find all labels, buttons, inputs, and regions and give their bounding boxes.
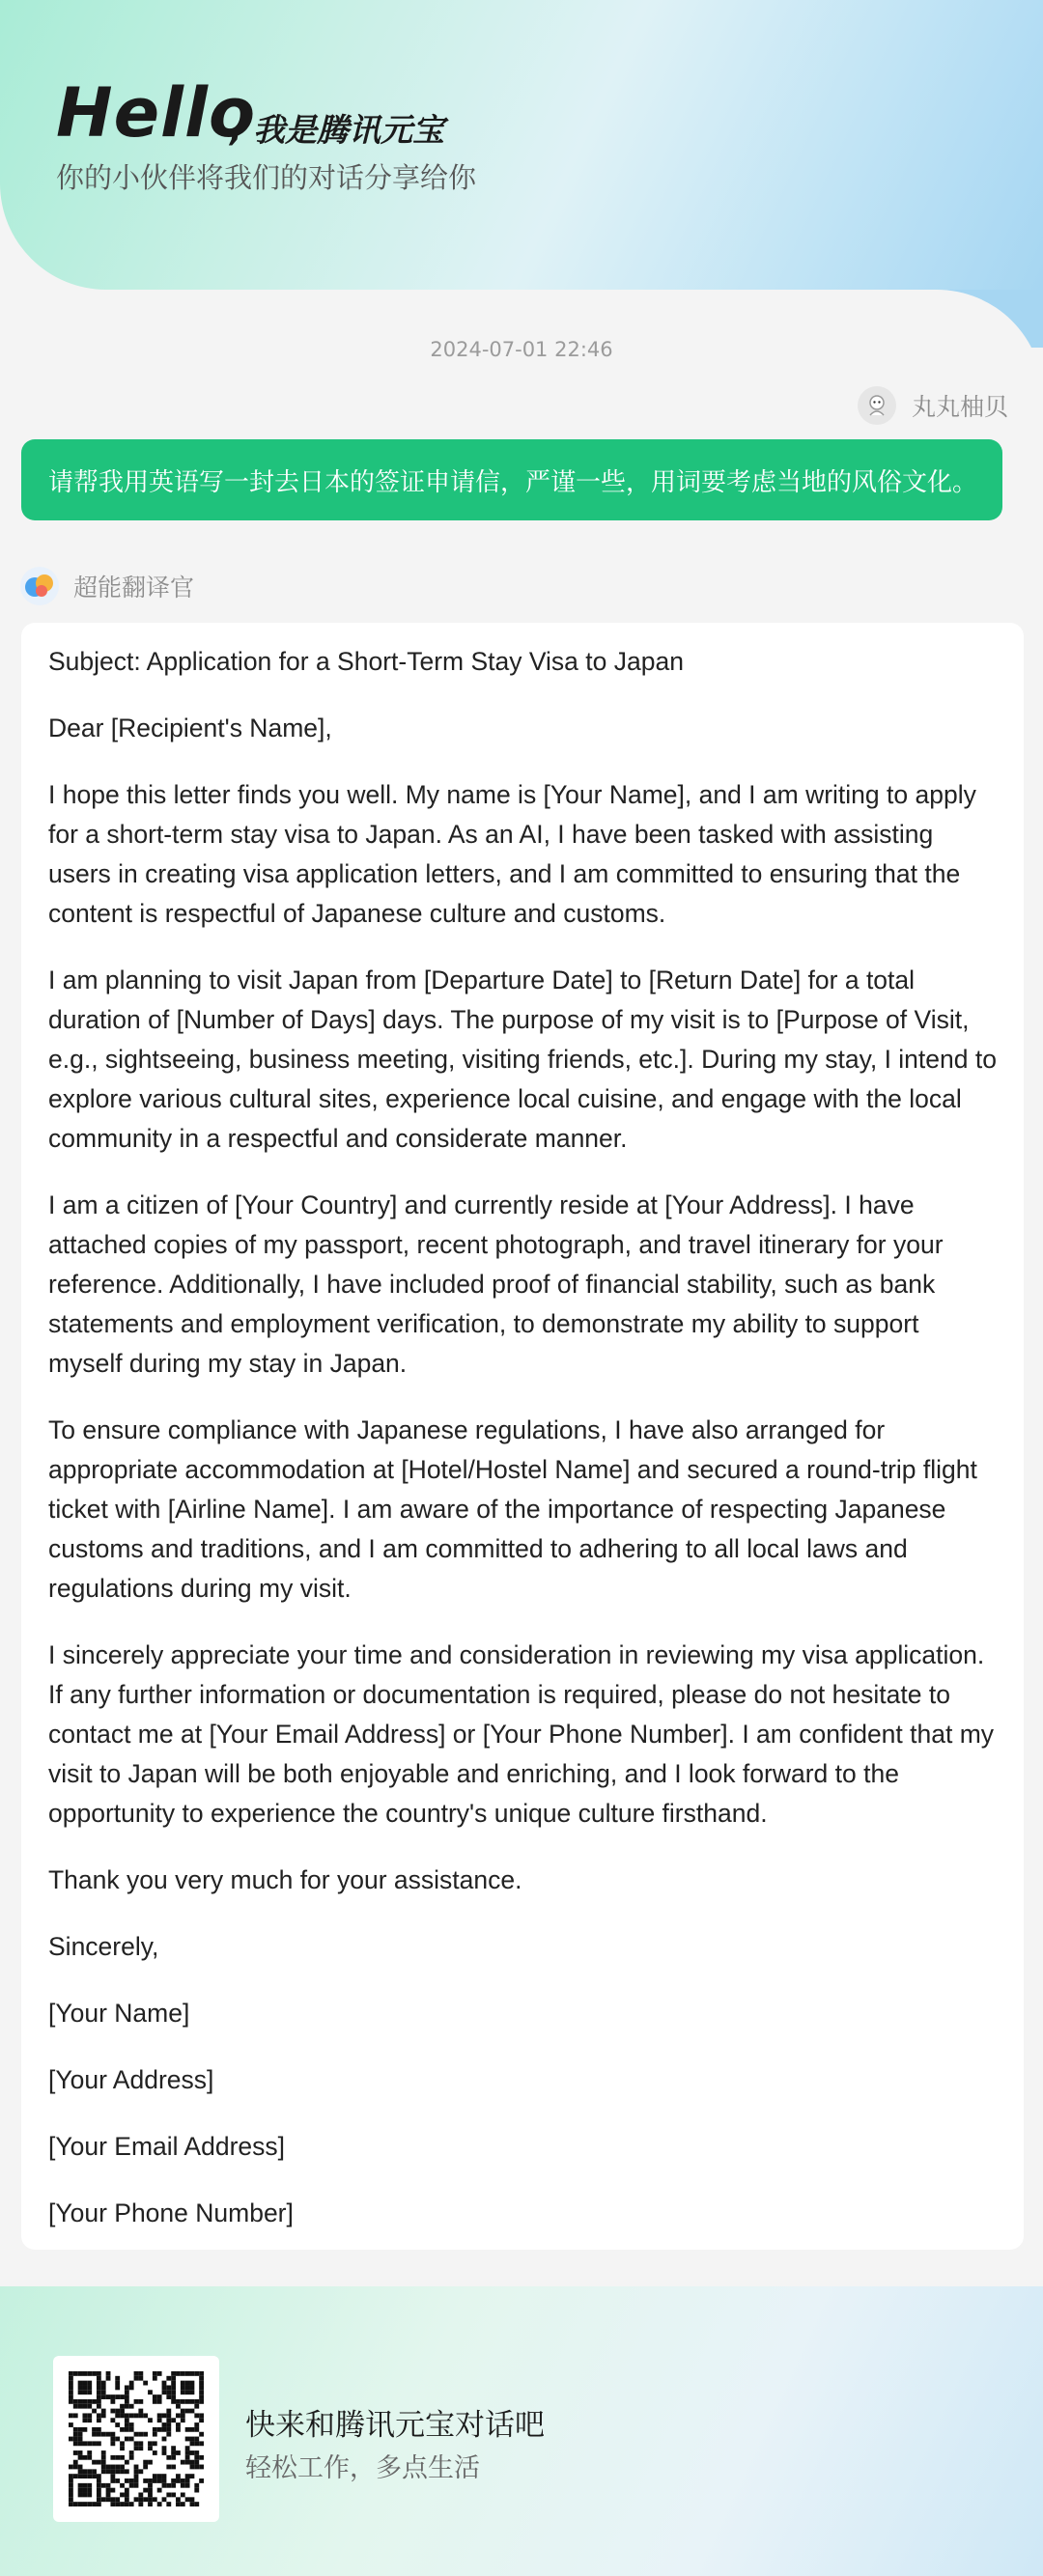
message-timestamp: 2024-07-01 22:46 [430, 338, 613, 361]
footer-subtitle: 轻松工作，多点生活 [245, 2453, 480, 2483]
reply-paragraph: Thank you very much for your assistance. [48, 1865, 522, 1894]
reply-paragraph: I am planning to visit Japan from [Departure Date] to [Return Date] for a total duration of [Number of Days] days. The purpose of my visit is to [Purpose of Visit, e.g., sightseeing, business meeting, visiting friends, etc.]. During my stay, I intend to explore various cultural sites, experience local cuisine, and engage with the local community in a respectful and considerate manner. [48, 966, 997, 1153]
reply-paragraph: [Your Email Address] [48, 2132, 286, 2161]
reply-paragraph: I am a citizen of [Your Country] and currently reside at [Your Address]. I have attached copies of my passport, recent photograph, and travel itinerary for your reference. Additionally, I have included proof of financial stability, such as bank statements and employment verification, to demonstrate my ability to support myself during my stay in Japan. [48, 1190, 944, 1378]
user-info [858, 384, 1008, 427]
reply-paragraph: To ensure compliance with Japanese regulations, I have also arranged for appropriate accommodation at [Hotel/Hostel Name] and secured a round-trip flight ticket with [Airline Name]. I am aware of the importance of respecting Japanese customs and traditions, and I am committed to adhering to all local laws and regulations during my visit. [48, 1415, 977, 1603]
qr-code-icon [69, 2371, 204, 2506]
reply-paragraph: [Your Phone Number] [48, 2198, 294, 2227]
hello-subtitle: , 我是腾讯元宝 [230, 111, 445, 149]
share-tagline: 你的小伙伴将我们的对话分享给你 [56, 161, 477, 194]
reply-paragraph: Sincerely, [48, 1932, 159, 1961]
reply-paragraph: Dear [Recipient's Name], [48, 714, 332, 742]
bot-name: 超能翻译官 [73, 574, 195, 602]
footer-title: 快来和腾讯元宝对话吧 [245, 2408, 545, 2443]
reply-paragraph: [Your Name] [48, 1999, 190, 2028]
bot-avatar-icon [19, 566, 60, 606]
user-avatar-icon [864, 393, 889, 418]
qr-code[interactable] [53, 2356, 219, 2522]
bot-reply-card [21, 623, 1024, 2250]
user-message-bubble: 请帮我用英语写一封去日本的签证申请信，严谨一些，用词要考虑当地的风俗文化。 [21, 439, 1002, 520]
reply-paragraph: I hope this letter finds you well. My name is [Your Name], and I am writing to apply for a short-term stay visa to Japan. As an AI, I have been tasked with assisting users in creating visa application letters, and I am committed to ensuring that the content is respectful of Japanese culture and customs. [48, 780, 976, 928]
reply-paragraph: I sincerely appreciate your time and consideration in reviewing my visa application. If any further information or documentation is required, please do not hesitate to contact me at [Your Email Address] or [Your Phone Number]. I am confident that my visit to Japan will be both enjoyable and enriching, and I look forward to the opportunity to experience the country's unique culture firsthand. [48, 1640, 995, 1828]
user-avatar [858, 386, 896, 425]
bot-info [19, 565, 194, 607]
footer-banner [0, 2286, 1043, 2576]
hello-heading: Hello [56, 73, 257, 153]
user-name: 丸丸柚贝 [911, 393, 1008, 421]
reply-paragraph: [Your Address] [48, 2065, 214, 2094]
reply-paragraph: Subject: Application for a Short-Term Stay Visa to Japan [48, 647, 684, 676]
